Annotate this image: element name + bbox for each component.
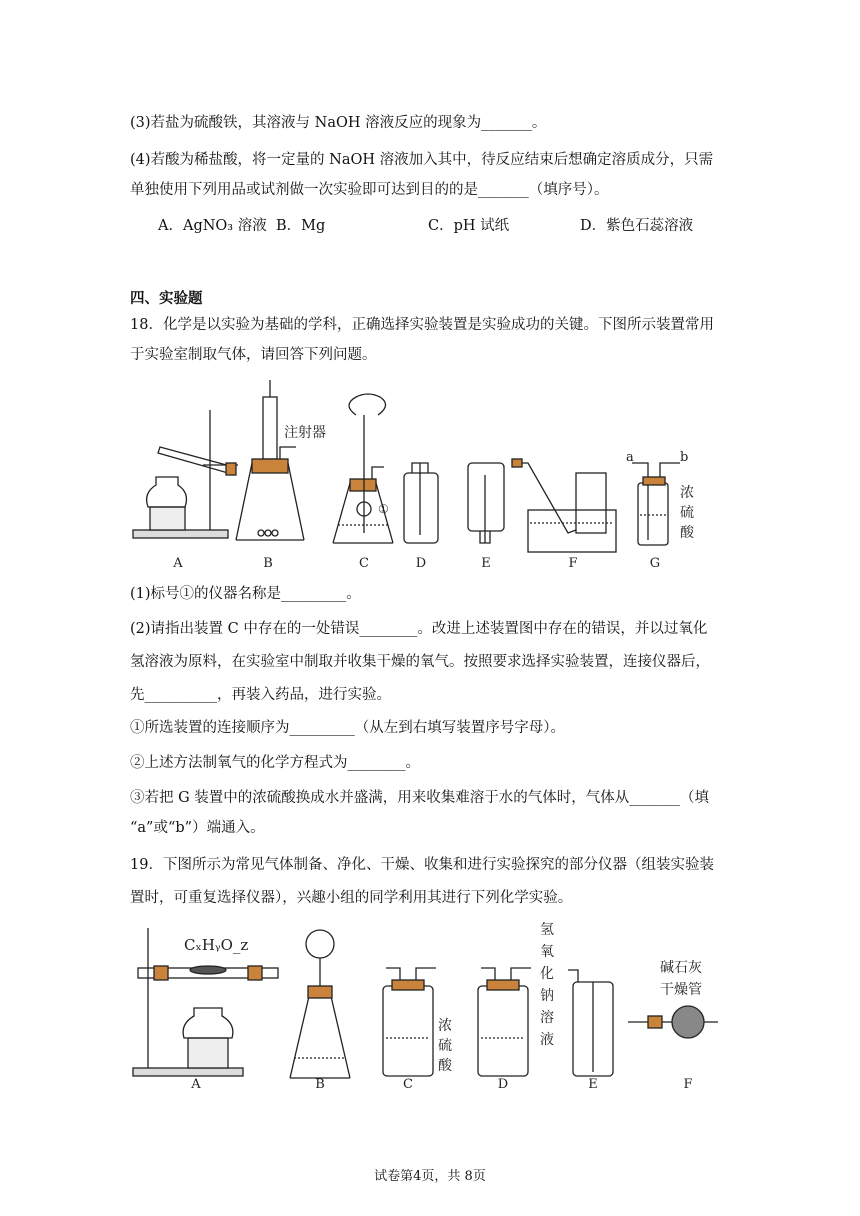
- formula-label: CₓHᵧO_z: [184, 936, 249, 954]
- q18-sub3-line2: “a”或“b”）端通入。: [130, 820, 265, 836]
- label-g: G: [649, 556, 661, 571]
- syringe-label: 注射器: [284, 425, 326, 441]
- acid-char-2: 硫: [438, 1038, 452, 1054]
- circle-label: ①: [378, 502, 389, 516]
- q18-sub3-line1: ③若把 G 装置中的浓硫酸换成水并盛满，用来收集难溶于水的气体时，气体从_______（填: [130, 790, 710, 806]
- label-b: B: [263, 556, 273, 571]
- q19-stem-line2: 置时，可重复选择仪器），兴趣小组的同学利用其进行下列化学实验。: [130, 890, 573, 906]
- naoh-char-2: 氧: [540, 944, 554, 960]
- label-c: C: [403, 1077, 413, 1092]
- acid-char-1: 浓: [438, 1018, 452, 1034]
- naoh-char-6: 液: [540, 1032, 554, 1048]
- q19-stem-line1: 19．下图所示为常见气体制备、净化、干燥、收集和进行实验探究的部分仪器（组装实验装: [130, 857, 714, 873]
- section-heading: 四、实验题: [130, 290, 203, 307]
- acid-char-3: 酸: [680, 525, 694, 541]
- q19-apparatus-figure: [128, 918, 728, 1098]
- label-e: E: [588, 1077, 598, 1092]
- label-f: F: [568, 556, 578, 571]
- naoh-char-3: 化: [540, 966, 554, 982]
- label-b: B: [315, 1077, 325, 1092]
- naoh-char-5: 溶: [540, 1010, 554, 1026]
- label-d: D: [415, 556, 427, 571]
- label-c: C: [359, 556, 369, 571]
- label-e: E: [481, 556, 491, 571]
- label-d: D: [497, 1077, 509, 1092]
- naoh-char-1: 氢: [540, 922, 554, 938]
- option-c: C．pH 试纸: [428, 218, 510, 234]
- option-b: B．Mg: [276, 218, 326, 234]
- page-footer: 试卷第4页，共 8页: [374, 1169, 486, 1184]
- naoh-char-4: 钠: [540, 988, 554, 1004]
- port-b-label: b: [680, 450, 689, 465]
- q17-part3: (3)若盐为硫酸铁，其溶液与 NaOH 溶液反应的现象为_______。: [130, 115, 547, 131]
- option-d: D．紫色石蕊溶液: [580, 218, 694, 234]
- label-a: A: [173, 556, 183, 571]
- label-a: A: [191, 1077, 201, 1092]
- q18-stem-line1: 18．化学是以实验为基础的学科，正确选择实验装置是实验成功的关键。下图所示装置常用: [130, 317, 714, 333]
- label-f: F: [683, 1077, 693, 1092]
- q18-part2-line2: 氢溶液为原料，在实验室中制取并收集干燥的氧气。按照要求选择实验装置，连接仪器后，: [130, 654, 710, 670]
- q18-sub2: ②上述方法制氧气的化学方程式为________。: [130, 755, 420, 771]
- q18-apparatus-figure: [128, 375, 728, 575]
- port-a-label: a: [626, 450, 634, 465]
- q18-part2-line1: (2)请指出装置 C 中存在的一处错误________。改进上述装置图中存在的错误，并以过氧化: [130, 621, 708, 637]
- q18-part2-line3: 先__________，再装入药品，进行实验。: [130, 687, 391, 703]
- soda-lime-label: 碱石灰: [660, 960, 702, 976]
- drying-tube-label: 干燥管: [660, 982, 702, 998]
- q18-sub1: ①所选装置的连接顺序为_________（从左到右填写装置序号字母）。: [130, 720, 565, 736]
- acid-char-1: 浓: [680, 485, 694, 501]
- option-a: A．AgNO₃ 溶液: [158, 218, 267, 234]
- q17-part4-line1: (4)若酸为稀盐酸，将一定量的 NaOH 溶液加入其中，待反应结束后想确定溶质成分，只需: [130, 152, 714, 168]
- q18-stem-line2: 于实验室制取气体，请回答下列问题。: [130, 347, 377, 363]
- acid-char-2: 硫: [680, 505, 694, 521]
- q17-part4-line2: 单独使用下列用品或试剂做一次实验即可达到目的的是_______（填序号）。: [130, 182, 609, 198]
- acid-char-3: 酸: [438, 1058, 452, 1074]
- q18-part1: (1)标号①的仪器名称是_________。: [130, 586, 361, 602]
